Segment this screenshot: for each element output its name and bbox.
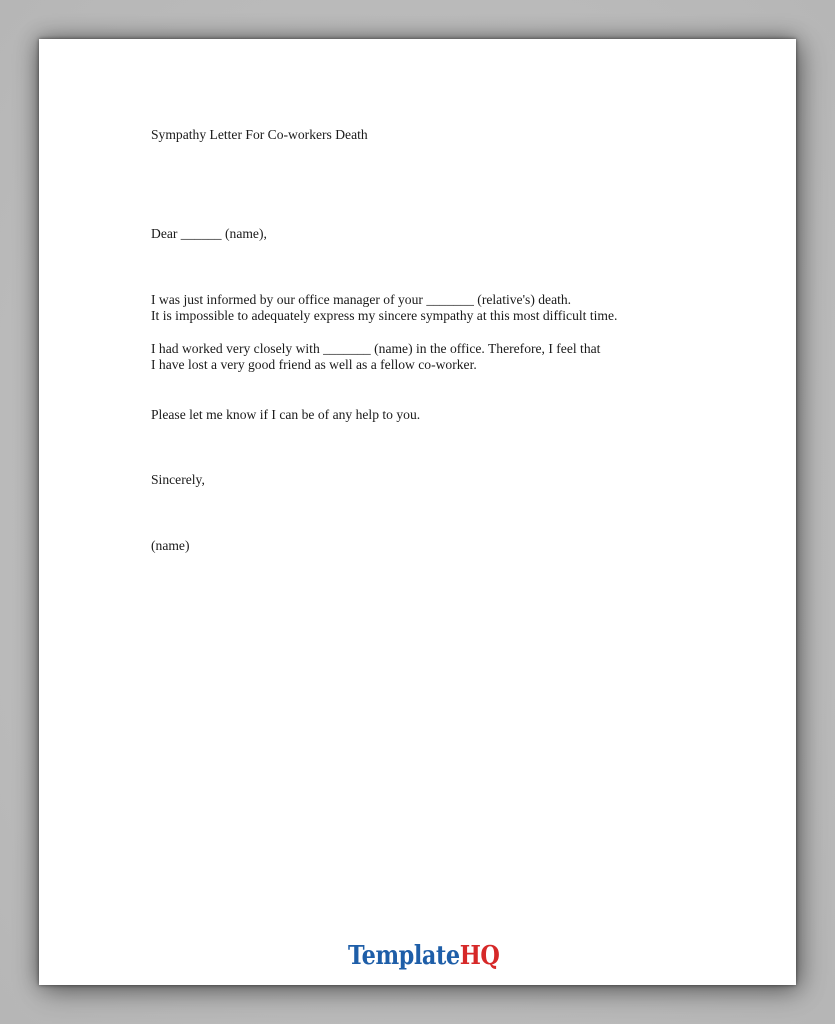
paragraph-1-line-2: It is impossible to adequately express my sincere sympathy at this most difficult time. — [151, 308, 618, 323]
letter-title: Sympathy Letter For Co-workers Death — [151, 127, 368, 142]
document-page — [39, 39, 796, 985]
signature: (name) — [151, 538, 190, 553]
paragraph-2-line-1: I had worked very closely with _______ (name) in the office. Therefore, I feel that — [151, 341, 601, 356]
paragraph-3: Please let me know if I can be of any help to you. — [151, 407, 421, 422]
paragraph-1-line-1: I was just informed by our office manager of your _______ (relative's) death. — [151, 292, 572, 307]
logo-template-text: Template — [348, 941, 460, 971]
paragraph-2-line-2: I have lost a very good friend as well as a fellow co-worker. — [151, 357, 477, 372]
templatehq-logo — [348, 939, 499, 973]
closing: Sincerely, — [151, 472, 205, 487]
logo-hq-text: HQ — [459, 941, 500, 971]
salutation: Dear ______ (name), — [151, 226, 267, 241]
